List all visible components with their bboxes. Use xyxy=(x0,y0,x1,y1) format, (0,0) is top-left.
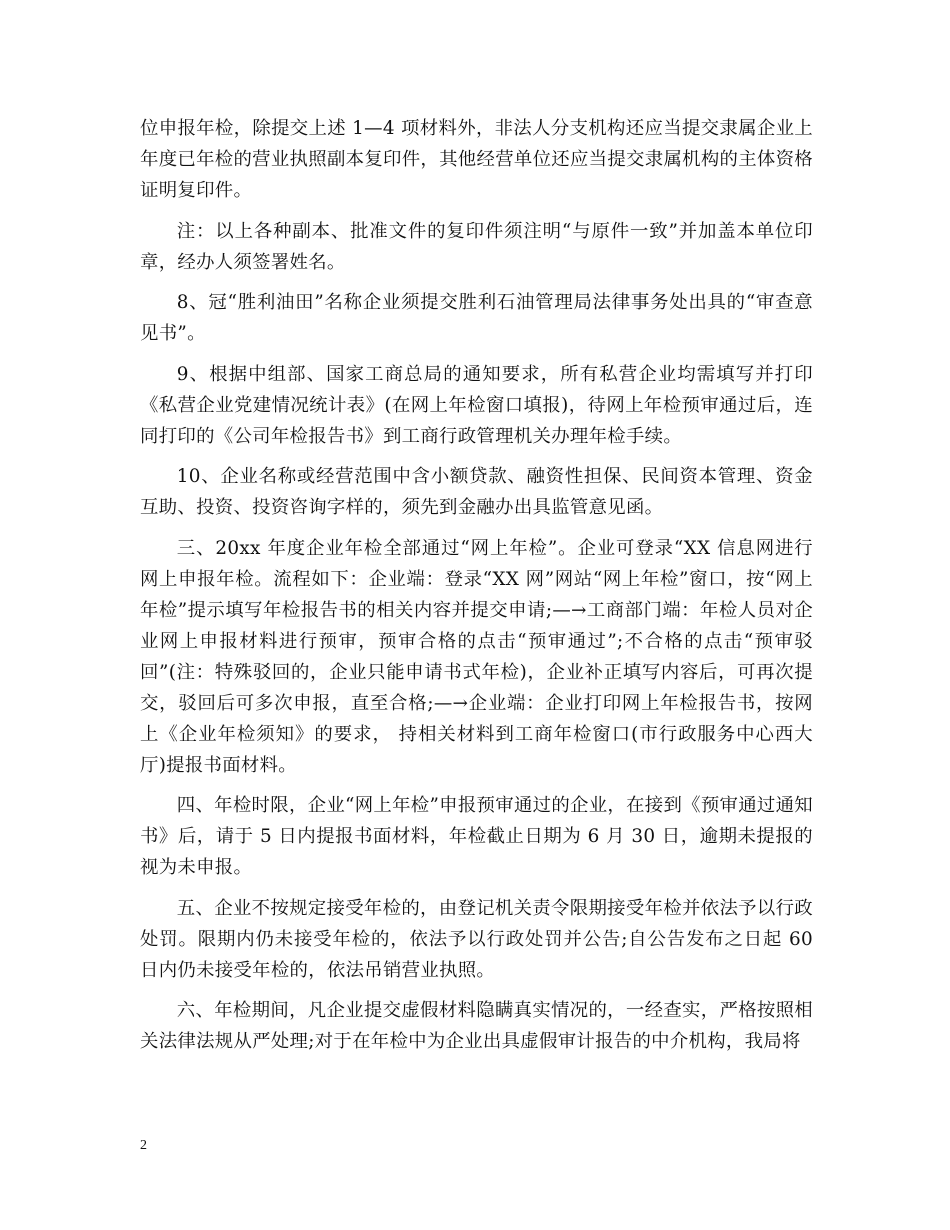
paragraph-item-10: 10、企业名称或经营范围中含小额贷款、融资性担保、民间资本管理、资金互助、投资、投资咨询字样的，须先到金融办出具监管意见函。 xyxy=(140,466,813,518)
paragraph-section-6: 六、年检期间，凡企业提交虚假材料隐瞒真实情况的，一经查实，严格按照相关法律法规从严处理;对于在年检中为企业出具虚假审计报告的中介机构，我局将 xyxy=(140,1000,813,1052)
paragraph-continuation: 位申报年检，除提交上述 1—4 项材料外，非法人分支机构还应当提交隶属企业上年度已年检的营业执照副本复印件，其他经营单位还应当提交隶属机构的主体资格证明复印件。 xyxy=(140,118,813,201)
paragraph-item-8: 8、冠“胜利油田”名称企业须提交胜利石油管理局法律事务处出具的“审查意见书”。 xyxy=(140,292,813,344)
paragraph-section-5: 五、企业不按规定接受年检的，由登记机关责令限期接受年检并依法予以行政处罚。限期内仍未接受年检的，依法予以行政处罚并公告;自公告发布之日起 60 日内仍未接受年检的，依法吊销营业执照。 xyxy=(140,897,813,981)
paragraph-section-3: 三、20xx 年度企业年检全部通过“网上年检”。企业可登录“XX 信息网进行网上申报年检。流程如下：企业端：登录“XX 网”网站“网上年检”窗口，按“网上年检”提示填写年检报告书的相关内容并提交申请;—→工商部门端：年检人员对企业网上申报材料进行预审，预审合格的点击“预审通过”;不合格的点击“预审驳回”(注：特殊驳回的，企业只能申请书式年检)，企业补正填写内容后，可再次提交，驳回后可多次申报，直至合格;—→企业端：企业打印网上年检报告书，按网上《企业年检须知》的要求， 持相关材料到工商年检窗口(市行政服务中心西大厅)提报书面材料。 xyxy=(140,537,813,776)
document-body xyxy=(140,113,813,1067)
paragraph-item-9: 9、根据中组部、国家工商总局的通知要求，所有私营企业均需填写并打印《私营企业党建情况统计表》(在网上年检窗口填报)，待网上年检预审通过后，连同打印的《公司年检报告书》到工商行政管理机关办理年检手续。 xyxy=(140,363,813,447)
paragraph-section-4: 四、年检时限，企业“网上年检”申报预审通过的企业，在接到《预审通过通知书》后，请于 5 日内提报书面材料，年检截止日期为 6 月 30 日，逾期未提报的视为未申报。 xyxy=(140,795,813,878)
paragraph-note: 注：以上各种副本、批准文件的复印件须注明“与原件一致”并加盖本单位印章，经办人须签署姓名。 xyxy=(140,220,813,273)
page-number: 2 xyxy=(140,1138,147,1153)
